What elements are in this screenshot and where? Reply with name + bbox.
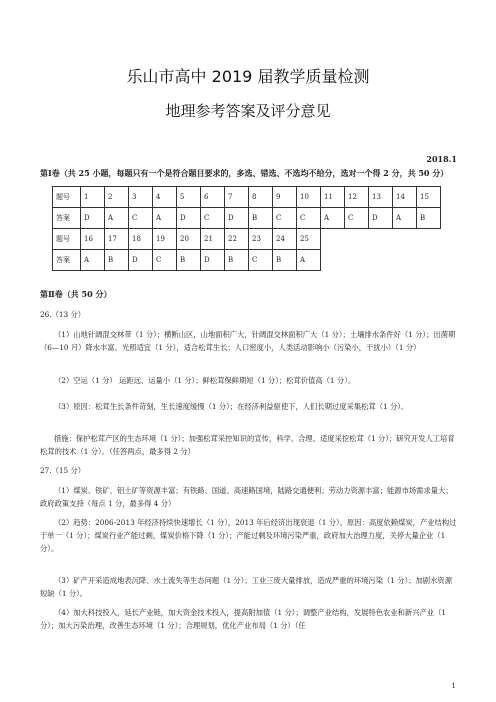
q27-answer-1: （1）煤炭、铁矿、铝土矿等资源丰富；有铁路、国道、高速路国境，陆路交通便利；劳动力资源丰富；能源市场需求量大；政府政策支持（每点 1 分，最多得 4 分） [40,486,453,508]
table-cell: 21 [201,229,225,250]
table-cell: 22 [225,229,249,250]
table-cell: B [105,250,129,271]
table-row [53,208,441,229]
table-cell: 11 [321,187,345,208]
table-cell: C [129,208,153,229]
table-cell: A [321,208,345,229]
table-row [53,187,441,208]
table-cell: B [249,208,273,229]
table-cell: C [345,208,369,229]
table-cell: 15 [417,187,441,208]
table-cell: 4 [153,187,177,208]
row-label: 答案 [53,208,81,229]
section2-heading: 第Ⅱ卷（共 50 分） [40,289,112,299]
q26-answer-2: （2）空运（1 分） 运距远、运量小（1 分）；鲜松茸保鲜期短（1 分）；松茸价值高（1 分）。 [54,376,356,385]
table-cell: 20 [177,229,201,250]
table-cell: D [201,250,225,271]
table-cell: C [153,250,177,271]
row-label: 题号 [53,229,81,250]
table-cell: 9 [273,187,297,208]
table-cell: 17 [105,229,129,250]
table-cell: 5 [177,187,201,208]
table-cell: B [273,250,297,271]
table-cell: D [81,208,105,229]
table-cell: 25 [297,229,321,250]
table-cell: 16 [81,229,105,250]
table-cell: D [129,250,153,271]
date-label: 2018.1 [426,154,457,164]
table-cell: 14 [393,187,417,208]
table-cell: 19 [153,229,177,250]
table-cell: 6 [201,187,225,208]
table-cell: 10 [297,187,321,208]
q27-answer-2: （2）趋势：2006-2013 年经济持续快速增长（1 分），2013 年后经济出现衰退（1 分）。原因：高度依赖煤炭，产业结构过于单一（1 分）；煤炭行业产能过剩，煤炭价格下降（1 分）；产能过剩及环境污染严重，政府加大治理力度，关停大量企业（1 分）。 [40,518,457,553]
table-cell: 1 [81,187,105,208]
q27-answer-4: （4）加大科技投入，延长产业链，加大资金技术投入，提高附加值（1 分）；调整产业结构，发展特色农业和新兴产业（1 分）；加大污染治理，改善生态环境（1 分）；合理规划，优化产业布局（1 分）（任 [40,608,447,630]
table-cell: 23 [249,229,273,250]
row-label: 答案 [53,250,81,271]
table-cell: A [297,250,321,271]
table-cell: A [393,208,417,229]
table-cell: C [201,208,225,229]
answer-key-subtitle: 地理参考答案及评分意见 [165,102,331,120]
table-cell: A [105,208,129,229]
answer-table [52,186,441,271]
table-cell: B [225,250,249,271]
table-cell: 13 [369,187,393,208]
q26-heading: 26.（13 分） [40,310,86,319]
table-cell: 3 [129,187,153,208]
q26-answer-3: （3）原因：松茸生长条件苛刻，生长速度缓慢（1 分）；在经济利益驱使下，人们长期过度采集松茸（1 分）。 [54,402,409,411]
table-cell: B [177,250,201,271]
page-number: 1 [451,682,456,690]
q27-answer-3: （3）矿产开采造成地表沉降、水土流失等生态问题（1 分）；工业三废大量排放，造成严重的环境污染（1 分）；加剧水资源短缺（1 分）。 [40,576,452,598]
table-cell: A [153,208,177,229]
table-cell: C [297,208,321,229]
table-cell: D [369,208,393,229]
exam-title: 乐山市高中 2019 届教学质量检测 [126,67,370,86]
table-cell: 18 [129,229,153,250]
table-cell: 7 [225,187,249,208]
row-label: 题号 [53,187,81,208]
table-cell: 2 [105,187,129,208]
table-cell: 8 [249,187,273,208]
table-cell: A [81,250,105,271]
table-cell: D [225,208,249,229]
section1-heading: 第Ⅰ卷（共 25 小题，每题只有一个是符合题目要求的，多选、错选、不选均不给分，选对一个得 2 分，共 50 分） [40,168,449,178]
table-cell: D [177,208,201,229]
table-cell: B [417,208,441,229]
table-cell: 24 [273,229,297,250]
table-row [53,250,441,271]
table-row [53,229,441,250]
q27-heading: 27.（15 分） [40,466,86,475]
q26-answer-4: 措施：保护松茸产区的生态环境（1 分）；加强松茸采控知识的宣传，科学、合理、适度采挖松茸（1 分）；研究开发人工培育松茸的技术（1 分）。（任答两点，最多得 2 分） [40,434,455,456]
q26-answer-1: （1）山地针阔混交林带（1 分）；横断山区，山地面积广大，针阔混交林面积广大（1 分）；土壤排水条件好（1 分）；出菌期（6—10 月）降水丰富、光照适宜（1 分），适合松茸生长；人口密度小，人类活动影响小（污染小，干扰小）（1 分） [40,330,456,352]
table-cell: C [273,208,297,229]
table-cell: C [249,250,273,271]
table-cell: 12 [345,187,369,208]
